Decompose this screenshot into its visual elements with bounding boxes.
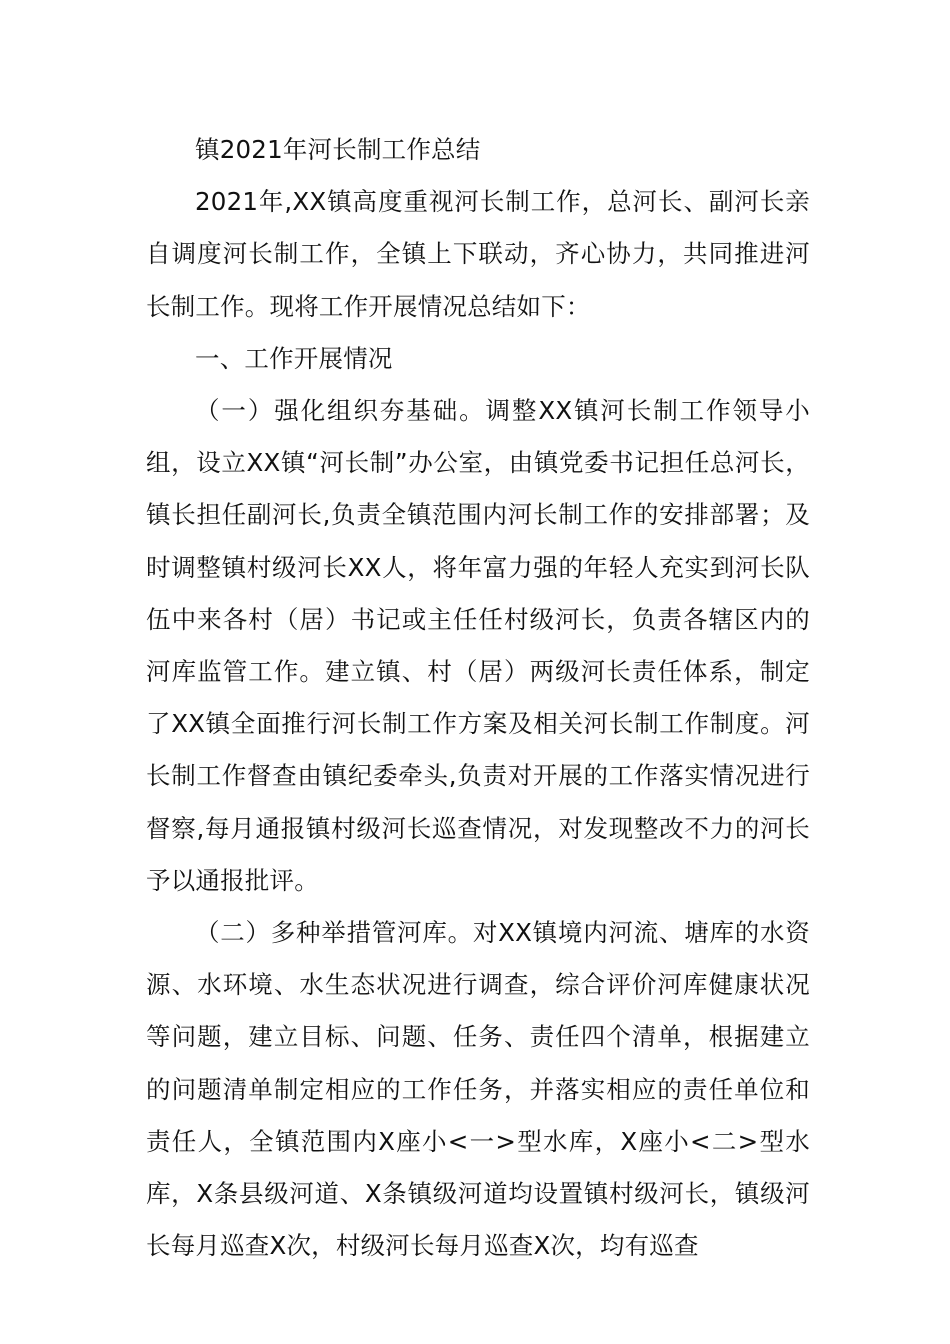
document-title: 镇2021年河长制工作总结	[195, 135, 481, 164]
intro-paragraph: 2021年,XX镇高度重视河长制工作，总河长、副河长亲自调度河长制工作，全镇上下联动，齐心协力，共同推进河长制工作。现将工作开展情况总结如下：	[146, 187, 810, 321]
document-body	[146, 124, 810, 1272]
paragraph-organization: （一）强化组织夯基础。调整XX镇河长制工作领导小组，设立XX镇“河长制”办公室，由镇党委书记担任总河长，镇长担任副河长,负责全镇范围内河长制工作的安排部署；及时调整镇村级河长XX人，将年富力强的年轻人充实到河长队伍中来各村（居）书记或主任任村级河长，负责各辖区内的河库监管工作。建立镇、村（居）两级河长责任体系，制定了XX镇全面推行河长制工作方案及相关河长制工作制度。河长制工作督查由镇纪委牵头,负责对开展的工作落实情况进行督察,每月通报镇村级河长巡查情况，对发现整改不力的河长予以通报批评。	[146, 396, 810, 895]
paragraph-management-measures: （二）多种举措管河库。对XX镇境内河流、塘库的水资源、水环境、水生态状况进行调查，综合评价河库健康状况等问题，建立目标、问题、任务、责任四个清单，根据建立的问题清单制定相应的工作任务，并落实相应的责任单位和责任人，全镇范围内X座小<一>型水库，X座小<二>型水库，X条县级河道、X条镇级河道均设置镇村级河长，镇级河长每月巡查X次，村级河长每月巡查X次，均有巡查	[146, 918, 810, 1261]
section-heading-work-progress: 一、工作开展情况	[195, 343, 393, 373]
